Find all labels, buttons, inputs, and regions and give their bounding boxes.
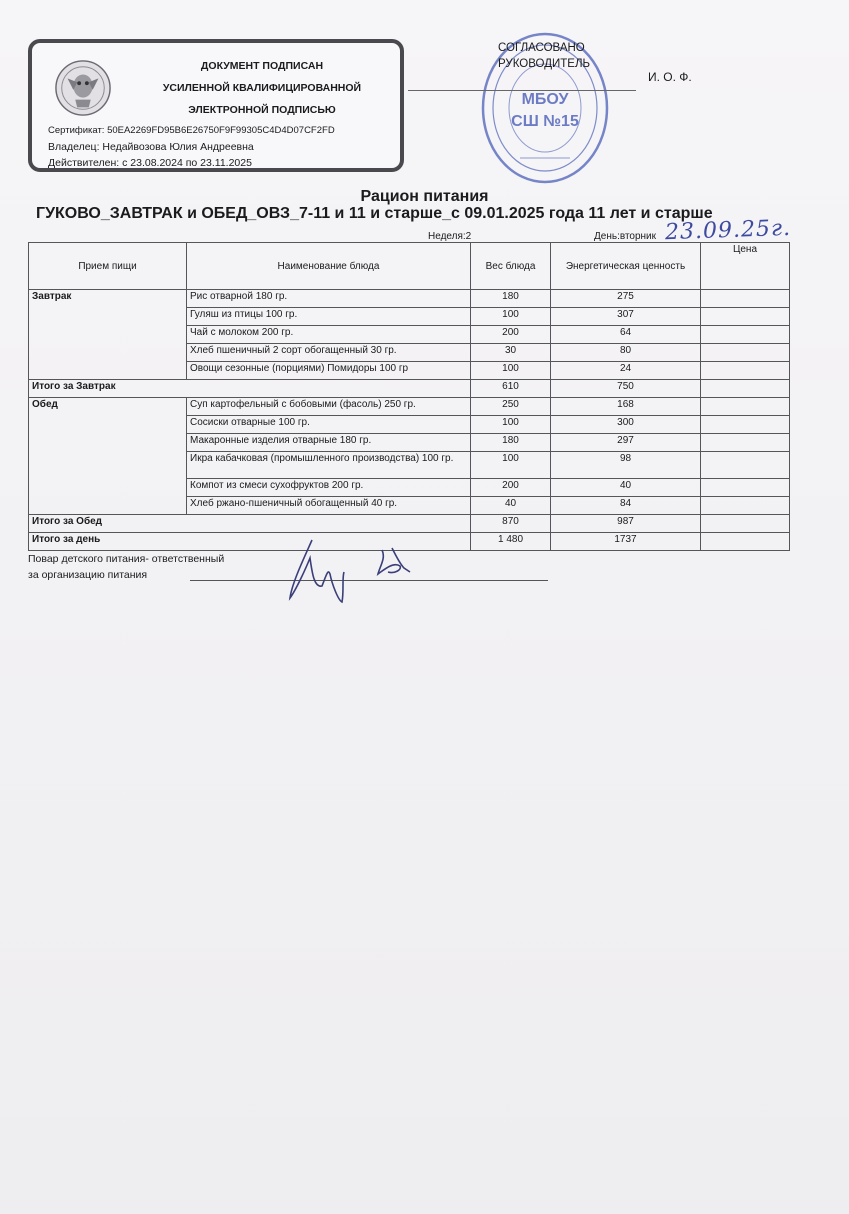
- dish-weight: 180: [471, 434, 551, 452]
- total-breakfast-price: [701, 380, 790, 398]
- approval-signature-line: [408, 90, 636, 91]
- signature-logo-icon: [54, 59, 112, 117]
- dish-weight: 100: [471, 416, 551, 434]
- dish-energy: 40: [551, 479, 701, 497]
- dish-weight: 250: [471, 398, 551, 416]
- signature-valid: Действителен: с 23.08.2024 по 23.11.2025: [48, 157, 252, 169]
- footer-responsible: [28, 551, 224, 583]
- approval-fio: И. О. Ф.: [648, 70, 692, 84]
- total-day-price: [701, 533, 790, 551]
- signature-owner: Владелец: Недайвозова Юлия Андреевна: [48, 141, 254, 153]
- table-header-row: [29, 243, 790, 290]
- seal-text-2: СШ №15: [511, 113, 579, 130]
- total-breakfast-label: Итого за Завтрак: [29, 380, 471, 398]
- dish-price: [701, 416, 790, 434]
- dish-weight: 200: [471, 479, 551, 497]
- dish-weight: 30: [471, 344, 551, 362]
- header-price: Цена: [701, 243, 790, 290]
- dish-name: Компот из смеси сухофруктов 200 гр.: [187, 479, 471, 497]
- dish-weight: 100: [471, 452, 551, 479]
- meal-lunch: Обед: [29, 398, 187, 515]
- dish-price: [701, 326, 790, 344]
- header-energy: Энергетическая ценность: [551, 243, 701, 290]
- total-breakfast-energy: 750: [551, 380, 701, 398]
- total-row-breakfast: [29, 380, 790, 398]
- dish-name: Суп картофельный с бобовыми (фасоль) 250 гр.: [187, 398, 471, 416]
- total-day-energy: 1737: [551, 533, 701, 551]
- menu-table: [28, 242, 790, 551]
- dish-energy: 84: [551, 497, 701, 515]
- dish-weight: 180: [471, 290, 551, 308]
- approval-head: РУКОВОДИТЕЛЬ: [498, 58, 591, 70]
- total-lunch-energy: 987: [551, 515, 701, 533]
- footer-line-2: за организацию питания: [28, 569, 148, 581]
- electronic-signature-stamp: [28, 39, 404, 172]
- dish-price: [701, 344, 790, 362]
- dish-name: Овощи сезонные (порциями) Помидоры 100 гр: [187, 362, 471, 380]
- dish-name: Хлеб ржано-пшеничный обогащенный 40 гр.: [187, 497, 471, 515]
- total-breakfast-weight: 610: [471, 380, 551, 398]
- dish-name: Рис отварной 180 гр.: [187, 290, 471, 308]
- dish-name: Чай с молоком 200 гр.: [187, 326, 471, 344]
- meal-breakfast: Завтрак: [29, 290, 187, 380]
- dish-weight: 100: [471, 362, 551, 380]
- dish-energy: 297: [551, 434, 701, 452]
- dish-energy: 64: [551, 326, 701, 344]
- dish-price: [701, 398, 790, 416]
- handwritten-date: 23.09.25г.: [664, 215, 792, 246]
- header-meal: Прием пищи: [29, 243, 187, 290]
- table-row: [29, 398, 790, 416]
- dish-price: [701, 434, 790, 452]
- seal-text-1: МБОУ: [521, 91, 569, 108]
- dish-price: [701, 290, 790, 308]
- dish-name: Макаронные изделия отварные 180 гр.: [187, 434, 471, 452]
- dish-energy: 24: [551, 362, 701, 380]
- dish-name: Гуляш из птицы 100 гр.: [187, 308, 471, 326]
- week-label: Неделя:2: [428, 231, 472, 242]
- total-lunch-weight: 870: [471, 515, 551, 533]
- signature-line-2: УСИЛЕННОЙ КВАЛИФИЦИРОВАННОЙ: [162, 82, 362, 94]
- dish-name: Хлеб пшеничный 2 сорт обогащенный 30 гр.: [187, 344, 471, 362]
- dish-energy: 307: [551, 308, 701, 326]
- footer-line-1: Повар детского питания- ответственный: [28, 553, 225, 565]
- approval-block: [498, 40, 590, 72]
- total-lunch-label: Итого за Обед: [29, 515, 471, 533]
- dish-energy: 98: [551, 452, 701, 479]
- dish-name: Икра кабачковая (промышленного производства) 100 гр.: [187, 452, 471, 479]
- header-dish: Наименование блюда: [187, 243, 471, 290]
- handwritten-signatures: [282, 528, 432, 608]
- total-day-label: Итого за день: [29, 533, 471, 551]
- total-day-weight: 1 480: [471, 533, 551, 551]
- total-lunch-price: [701, 515, 790, 533]
- dish-energy: 300: [551, 416, 701, 434]
- dish-weight: 100: [471, 308, 551, 326]
- table-row: [29, 290, 790, 308]
- signature-line-1: ДОКУМЕНТ ПОДПИСАН: [200, 60, 324, 72]
- dish-price: [701, 308, 790, 326]
- signature-certificate: Сертификат: 50EA2269FD95B6E26750F9F99305C4D4D07CF2FD: [48, 125, 335, 136]
- dish-name: Сосиски отварные 100 гр.: [187, 416, 471, 434]
- page-subtitle: ГУКОВО_ЗАВТРАК и ОБЕД_ОВЗ_7-11 и 11 и старше_с 09.01.2025 года 11 лет и старше: [36, 205, 713, 222]
- dish-energy: 275: [551, 290, 701, 308]
- day-label: День:вторник: [594, 231, 657, 242]
- header-weight: Вес блюда: [471, 243, 551, 290]
- dish-price: [701, 362, 790, 380]
- dish-weight: 40: [471, 497, 551, 515]
- dish-price: [701, 479, 790, 497]
- signature-line-3: ЭЛЕКТРОННОЙ ПОДПИСЬЮ: [188, 104, 336, 116]
- approval-agreed: СОГЛАСОВАНО: [498, 42, 585, 54]
- dish-energy: 80: [551, 344, 701, 362]
- dish-price: [701, 497, 790, 515]
- page-title: Рацион питания: [360, 188, 489, 205]
- dish-price: [701, 452, 790, 479]
- dish-energy: 168: [551, 398, 701, 416]
- dish-weight: 200: [471, 326, 551, 344]
